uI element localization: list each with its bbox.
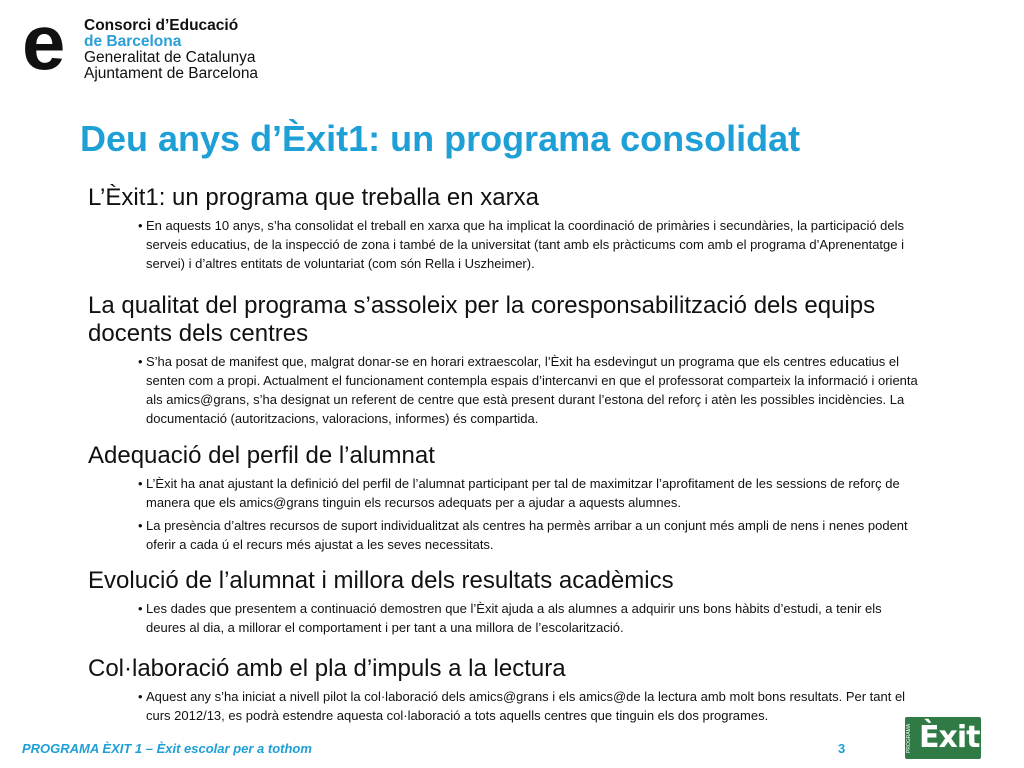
bullet-text: La presència d’altres recursos de suport individualitzat als centres ha permès arribar a un conjunt més ampli de nens i nenes podent oferir a cada ú el recurs més ajustat a les seves necessitats.: [146, 518, 908, 552]
exit-logo-word: Èxit: [919, 720, 980, 755]
consorci-logo: [22, 0, 262, 86]
exit-logo-side-text: PROGRAMA: [906, 723, 912, 753]
logo-letter-e: e: [22, 0, 66, 86]
section-heading: Adequació del perfil de l’alumnat: [88, 442, 435, 469]
bullet-icon: •: [138, 689, 143, 704]
bullet-icon: •: [138, 218, 143, 233]
bullet-text: L’Èxit ha anat ajustant la definició del perfil de l’alumnat participant per tal de maximitzar l’aprofitament de les sessions de reforç de manera que els amics@grans tinguin els recursos adequats per a ajudar a aquests alumnes.: [146, 476, 900, 510]
bullet-item: [88, 474, 918, 512]
bullet-text: S’ha posat de manifest que, malgrat donar-se en horari extraescolar, l’Èxit ha esdevingut un programa que els centres educatius el senten com a propi. Actualment el funcionament contempla espais d’intercanvi en que el professorat comparteix la informació i orienta als amics@grans, s’ha designat un referent de centre que està present durant l’estona del reforç i atèn les possibles incidències. La documentació (autoritzacions, valoracions, informes) és compartida.: [146, 354, 918, 426]
section-coresponsabilitzacio: [88, 292, 918, 428]
footer-program-label: PROGRAMA ÈXIT 1 – Èxit escolar per a tothom: [22, 741, 312, 756]
logo-line-4: Ajuntament de Barcelona: [84, 65, 259, 82]
section-heading: L’Èxit1: un programa que treballa en xarxa: [88, 184, 539, 211]
bullet-item: [88, 352, 918, 428]
bullet-icon: •: [138, 518, 143, 533]
exit-program-logo: [905, 717, 981, 759]
bullet-icon: •: [138, 476, 143, 491]
bullet-item: [88, 687, 918, 725]
bullet-item: [88, 516, 918, 554]
bullet-text: Les dades que presentem a continuació demostren que l’Èxit ajuda a als alumnes a adquirir uns bons hàbits d’estudi, a tenir els deures al dia, a millorar el comportament i per tant a una millora de l’escolarització.: [146, 601, 882, 635]
bullet-item: [88, 216, 918, 273]
section-perfil-alumnat: [88, 442, 918, 554]
bullet-icon: •: [138, 354, 143, 369]
bullet-text: En aquests 10 anys, s’ha consolidat el treball en xarxa que ha implicat la coordinació de primàries i secundàries, la participació dels serveis educatius, de la inspecció de zona i també de la universitat (tant amb els pràcticums com amb el programa d’Aprenentatge i servei) i d’altres entitats de voluntariat (com són Rella i Uszheimer).: [146, 218, 905, 271]
logo-line-1: Consorci d’Educació: [84, 17, 239, 34]
page-number: 3: [838, 741, 846, 756]
section-heading: Evolució de l’alumnat i millora dels resultats acadèmics: [88, 567, 674, 594]
bullet-item: [88, 599, 918, 637]
bullet-icon: •: [138, 601, 143, 616]
section-evolucio-alumnat: [88, 567, 918, 637]
section-heading: La qualitat del programa s’assoleix per la coresponsabilització dels equips docents dels centres: [88, 292, 876, 347]
logo-line-2: de Barcelona: [84, 33, 182, 50]
logo-line-3: Generalitat de Catalunya: [84, 49, 256, 66]
section-heading: Col·laboració amb el pla d’impuls a la lectura: [88, 655, 566, 682]
section-lectura: [88, 655, 918, 725]
bullet-text: Aquest any s’ha iniciat a nivell pilot la col·laboració dels amics@grans i els amics@de la lectura amb molt bons resultats. Per tant el curs 2012/13, es podrà estendre aquesta col·laboració a tots aquells centres que tinguin els dos programes.: [146, 689, 906, 723]
slide-title: Deu anys d’Èxit1: un programa consolidat: [80, 118, 801, 159]
logo-text: [84, 18, 258, 82]
footer-divider: [0, 737, 1024, 738]
section-xarxa: [88, 184, 918, 273]
